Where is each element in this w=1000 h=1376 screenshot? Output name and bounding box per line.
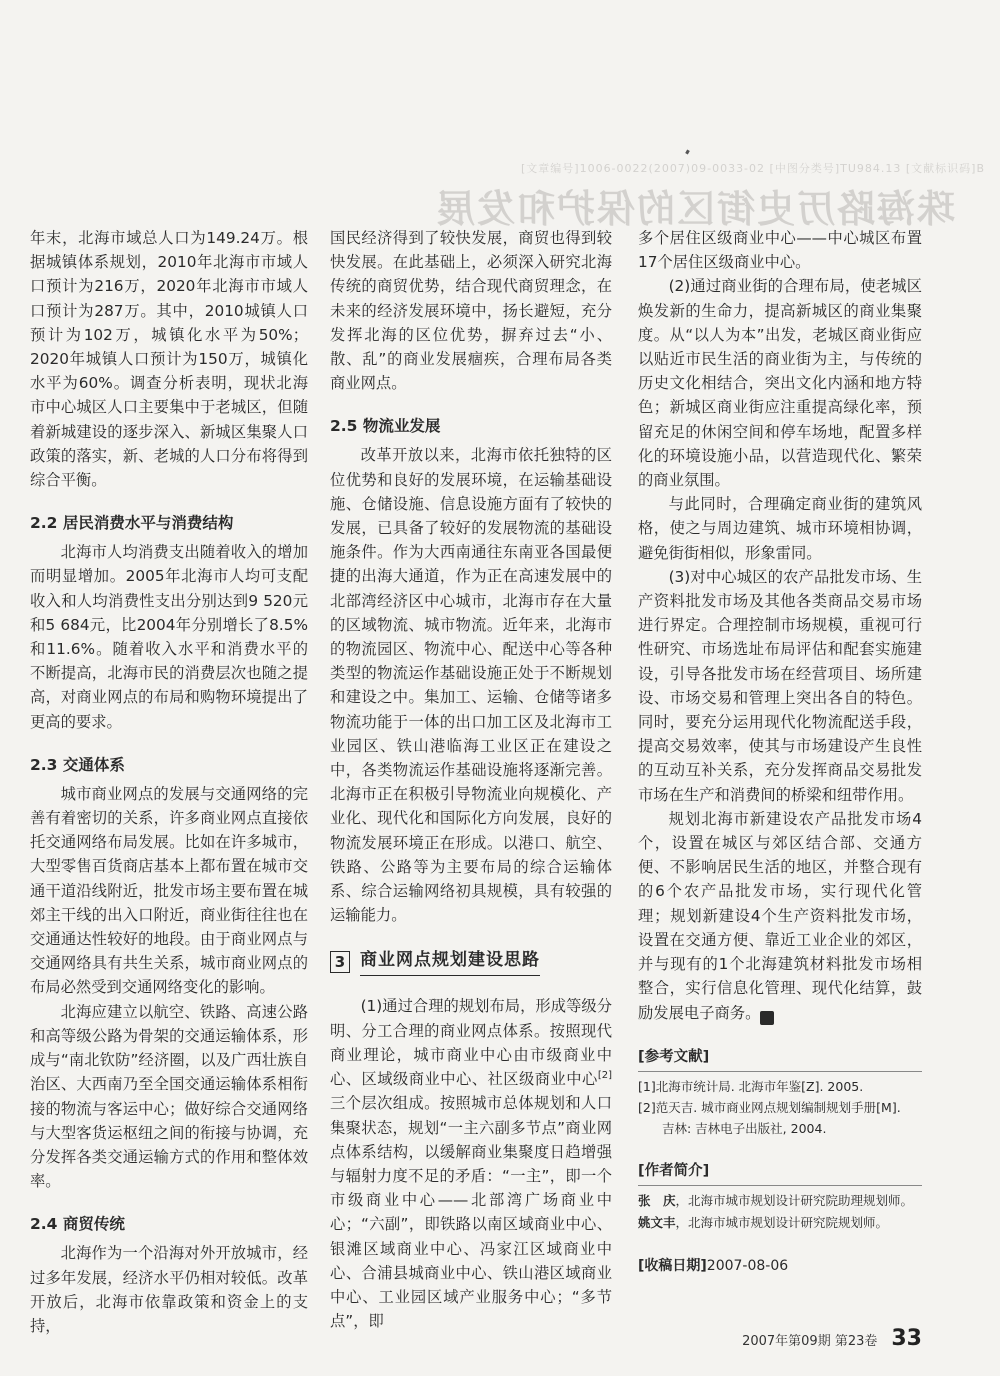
author-heading: [作者简介] bbox=[638, 1161, 922, 1186]
section-heading-2-3: 2.3 交通体系 bbox=[30, 755, 125, 774]
paragraph-text: 三个层次组成。按照城市总体规划和人口集聚状态，规划“一主六副多节点”商业网点体系结构，以缓解商业集聚度日趋增强与辐射力度不足的矛盾：“一主”，即一个市级商业中心——北部湾广场商业中心；“六副”，即铁路以南区域商业中心、银滩区域商业中心、冯家江区域商业中心、合浦县城商业中心、铁山港区域商业中心、工业园区域产业服务中心；“多节点”，即 bbox=[330, 1094, 612, 1331]
ink-speck bbox=[685, 150, 690, 155]
reference-item: [1]北海市统计局. 北海市年鉴[Z]. 2005. bbox=[638, 1078, 864, 1094]
paragraph: 改革开放以来，北海市依托独特的区位优势和良好的发展环境，在运输基础设施、仓储设施、信息设施方面有了较快的发展，已具备了较好的发展物流的基础设施条件。作为大西南通往东南亚各国最便捷的出海大通道，作为正在高速发展中的北部湾经济区中心城市，北海市存在大量的区域物流、城市物流。近年来，北海市的物流园区、物流中心、配送中心等各种类型的物流运作基础设施正处于不断规划和建设之中。集加工、运输、仓储等诸多物流功能于一体的出口加工区及北海市工业园区、铁山港临海工业区正在建设之中，各类物流运作基础设施将逐渐完善。北海市正在积极引导物流业向规模化、产业化、现代化和国际化方向发展，良好的物流发展环境正在形成。以港口、航空、铁路、公路等为主要布局的综合运输体系、综合运输网络初具规模，具有较强的运输能力。 bbox=[330, 446, 612, 925]
paragraph: 与此同时，合理确定商业街的建筑风格，使之与周边建筑、城市环境相协调，避免街街相似，形象雷同。 bbox=[638, 495, 922, 562]
paragraph-text: (1)通过合理的规划布局，形成等级分明、分工合理的商业网点体系。按照现代商业理论，城市商业中心由市级商业中心、区域级商业中心、社区级商业中心 bbox=[330, 997, 612, 1089]
paragraph bbox=[330, 994, 612, 1333]
section-heading-2-5: 2.5 物流业发展 bbox=[330, 417, 441, 436]
received-value: 2007-08-06 bbox=[706, 1257, 789, 1274]
citation-mark: [2] bbox=[597, 1070, 612, 1081]
section-number-box: 3 bbox=[330, 951, 350, 973]
section-heading-2-2: 2.2 居民消费水平与消费结构 bbox=[30, 514, 234, 533]
section-title: 商业网点规划建设思路 bbox=[360, 947, 540, 976]
author-entry bbox=[638, 1212, 922, 1234]
bleed-title-line: 珠海路历史街区的保护和发展 bbox=[434, 187, 955, 231]
received-label: [收稿日期] bbox=[638, 1257, 707, 1274]
paragraph: (2)通过商业街的合理布局，使老城区焕发新的生命力，提高新城区的商业集聚度。从“以人为本”出发，老城区商业街应以贴近市民生活的商业街为主，与传统的历史文化相结合，突出文化内涵和地方特色；新城区商业街应注重提高绿化率，预留充足的休闲空间和停车场地，配置多样化的环境设施小品，以营造现代化、繁荣的商业氛围。 bbox=[638, 277, 922, 490]
column-middle bbox=[330, 226, 612, 1333]
end-mark-icon: C bbox=[760, 1011, 774, 1025]
paragraph: 北海市人均消费支出随着收入的增加而明显增加。2005年北海市人均可支配收入和人均消费性支出分别达到9 520元和5 684元，比2004年分别增长了8.5%和11.6%。随着收入水平和消费水平的不断提高，北海市民的消费层次也随之提高，对商业网点的布局和购物环境提出了更高的要求。 bbox=[30, 543, 308, 731]
paragraph: 北海作为一个沿海对外开放城市，经过多年发展，经济水平仍相对较低。改革开放后，北海市依靠政策和资金上的支持， bbox=[30, 1244, 308, 1335]
received-date bbox=[638, 1256, 922, 1276]
section-heading-3 bbox=[330, 947, 612, 976]
bleed-meta-line: [文章编号]1006-0022(2007)09-0033-02 [中图分类号]TU984.13 [文献标识码]B bbox=[520, 162, 985, 175]
reference-item-continuation: 吉林: 吉林电子出版社, 2004. bbox=[662, 1120, 827, 1136]
bleed-through-header bbox=[355, 160, 995, 235]
author-desc: ，北海市城市规划设计研究院助理规划师。 bbox=[675, 1192, 914, 1208]
page-number: 33 bbox=[891, 1326, 922, 1351]
author-desc: ，北海市城市规划设计研究院规划师。 bbox=[675, 1214, 889, 1230]
references-list bbox=[638, 1076, 922, 1139]
issue-info: 2007年第09期 第23卷 bbox=[742, 1334, 878, 1349]
references-heading: [参考文献] bbox=[638, 1047, 922, 1072]
paragraph: 多个居住区级商业中心——中心城区布置17个居住区级商业中心。 bbox=[638, 229, 922, 272]
section-heading-2-4: 2.4 商贸传统 bbox=[30, 1215, 125, 1234]
author-name: 张 庆 bbox=[638, 1192, 676, 1208]
column-left bbox=[30, 226, 308, 1338]
column-right bbox=[638, 226, 922, 1276]
author-name: 姚文丰 bbox=[638, 1214, 676, 1230]
page-footer bbox=[742, 1326, 922, 1351]
author-entry bbox=[638, 1190, 922, 1212]
paragraph: 城市商业网点的发展与交通网络的完善有着密切的关系，许多商业网点直接依托交通网络布局发展。比如在许多城市，大型零售百货商店基本上都布置在城市交通干道沿线附近，批发市场主要布置在城郊主干线的出入口附近，商业街往往也在交通通达性较好的地段。由于商业网点与交通网络具有共生关系，城市商业网点的布局必然受到交通网络变化的影响。 bbox=[30, 784, 308, 997]
paragraph bbox=[638, 807, 922, 1025]
paragraph-text: 规划北海市新建设农产品批发市场4个，设置在城区与郊区结合部、交通方便、不影响居民生活的地区，并整合现有的6个农产品批发市场，实行现代化管理；规划新建设4个生产资料批发市场，设置在交通方便、靠近工业企业的郊区，并与现有的1个北海建筑材料批发市场相整合，实行信息化管理、现代化结算，鼓励发展电子商务。 bbox=[638, 809, 922, 1022]
paragraph: 国民经济得到了较快发展，商贸也得到较快发展。在此基础上，必须深入研究北海传统的商贸优势，结合现代商贸理念，在未来的经济发展环境中，扬长避短，充分发挥北海的区位优势，摒弃过去“小、散、乱”的商业发展痼疾，合理布局各类商业网点。 bbox=[330, 229, 612, 393]
author-list bbox=[638, 1190, 922, 1234]
reference-item: [2]范天吉. 城市商业网点规划编制规划手册[M]. bbox=[638, 1099, 901, 1115]
paragraph: 年末，北海市域总人口为149.24万。根据城镇体系规划，2010年北海市市域人口预计为216万，2020年北海市市域人口预计为287万。其中，2010城镇人口预计为102万，城镇化水平为50%；2020年城镇人口预计为150万，城镇化水平为60%。调查分析表明，现状北海市中心城区人口主要集中于老城区，但随着新城建设的逐步深入、新城区集聚人口政策的落实，新、老城的人口分布将得到综合平衡。 bbox=[30, 229, 308, 490]
paragraph: 北海应建立以航空、铁路、高速公路和高等级公路为骨架的交通运输体系，形成与“南北钦防”经济圈，以及广西壮族自治区、大西南乃至全国交通运输体系相衔接的物流与客运中心；做好综合交通网络与大型客货运枢纽之间的衔接与协调，充分发挥各类交通运输方式的作用和整体效率。 bbox=[30, 1002, 308, 1191]
paragraph: (3)对中心城区的农产品批发市场、生产资料批发市场及其他各类商品交易市场进行界定。合理控制市场规模，重视可行性研究、市场选址布局评估和配套实施建设，引导各批发市场在经营项目、场所建设、市场交易和管理上突出各自的特色。同时，要充分运用现代化物流配送手段，提高交易效率，使其与市场建设产生良性的互动互补关系，充分发挥商品交易批发市场在生产和消费间的桥梁和纽带作用。 bbox=[638, 567, 922, 804]
